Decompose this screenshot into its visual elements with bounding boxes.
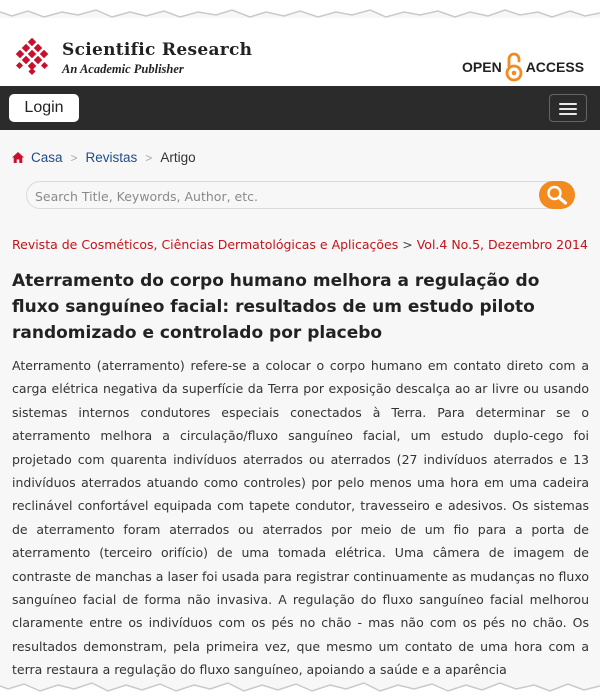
open-access-left: OPEN [462,59,502,75]
brand-tagline: An Academic Publisher [62,62,184,76]
breadcrumb-separator-icon: > [145,150,153,165]
top-navbar [0,86,600,130]
article-abstract: Aterramento (aterramento) refere-se a colocar o corpo humano em contato direto com a carga elétrica negativa da superfície da Terra por exposição descalça ao ar livre ou usando sistemas internos condutores especiais conectados à Terra. Para determinar se o aterramento melhora a circulação/fluxo sanguíneo facial, um estudo duplo-cego foi projetado com quarenta indivíduos aterrados ou aterrados (27 indivíduos aterrados e 13 indivíduos aterrados atuando como controles) por pelo menos uma hora em uma cadeira reclinável confortável equipada com tapete condutor, travesseiro e adesivos. Os sistemas de aterramento foram aterrados ou aterrados por meio de um fio para a porta de aterramento (terceiro orifício) de uma tomada elétrica. Uma câmera de imagem de contraste de manchas a laser foi usada para registrar continuamente as mudanças no fluxo sanguíneo facial de forma não invasiva. A regulação do fluxo sanguíneo facial melhorou claramente entre os indivíduos com os pés no chão - mas não com os pés no chão. Os resultados demonstram, pela primeira vez, que mesmo um contato de uma hora com a terra restaura a regulação do fluxo sanguíneo, apoiando a saúde e a aparência [12,358,589,678]
hamburger-menu-icon[interactable] [549,94,587,122]
journal-breadcrumb [12,237,592,252]
breadcrumb-current: Artigo [160,150,196,165]
home-icon [12,152,24,163]
torn-edge-top [0,0,600,22]
breadcrumb-journals-link[interactable]: Revistas [85,150,138,165]
open-access-badge [462,52,584,82]
breadcrumb-home-link[interactable]: Casa [31,150,63,165]
search-bar [26,181,574,209]
open-lock-icon [504,52,524,82]
journal-separator: > [402,237,413,252]
breadcrumb [12,150,196,165]
torn-edge-bottom [0,678,600,700]
article-title: Aterramento do corpo humano melhora a regulação do fluxo sanguíneo facial: resultados de um estudo piloto randomizado e controlado por placebo [12,271,540,343]
journal-name-link[interactable]: Revista de Cosméticos, Ciências Dermatológicas e Aplicações [12,237,399,252]
brand-name[interactable]: Scientific Research [62,40,253,60]
search-input[interactable] [35,186,525,206]
open-access-right: ACCESS [525,59,585,75]
diamond-logo-icon[interactable] [13,38,51,76]
search-button[interactable] [539,181,575,209]
site-header [0,18,600,86]
login-button[interactable]: Login [9,94,79,122]
search-icon [546,185,568,205]
journal-issue-link[interactable]: Vol.4 No.5, Dezembro 2014 [416,237,588,252]
breadcrumb-separator-icon: > [70,150,78,165]
